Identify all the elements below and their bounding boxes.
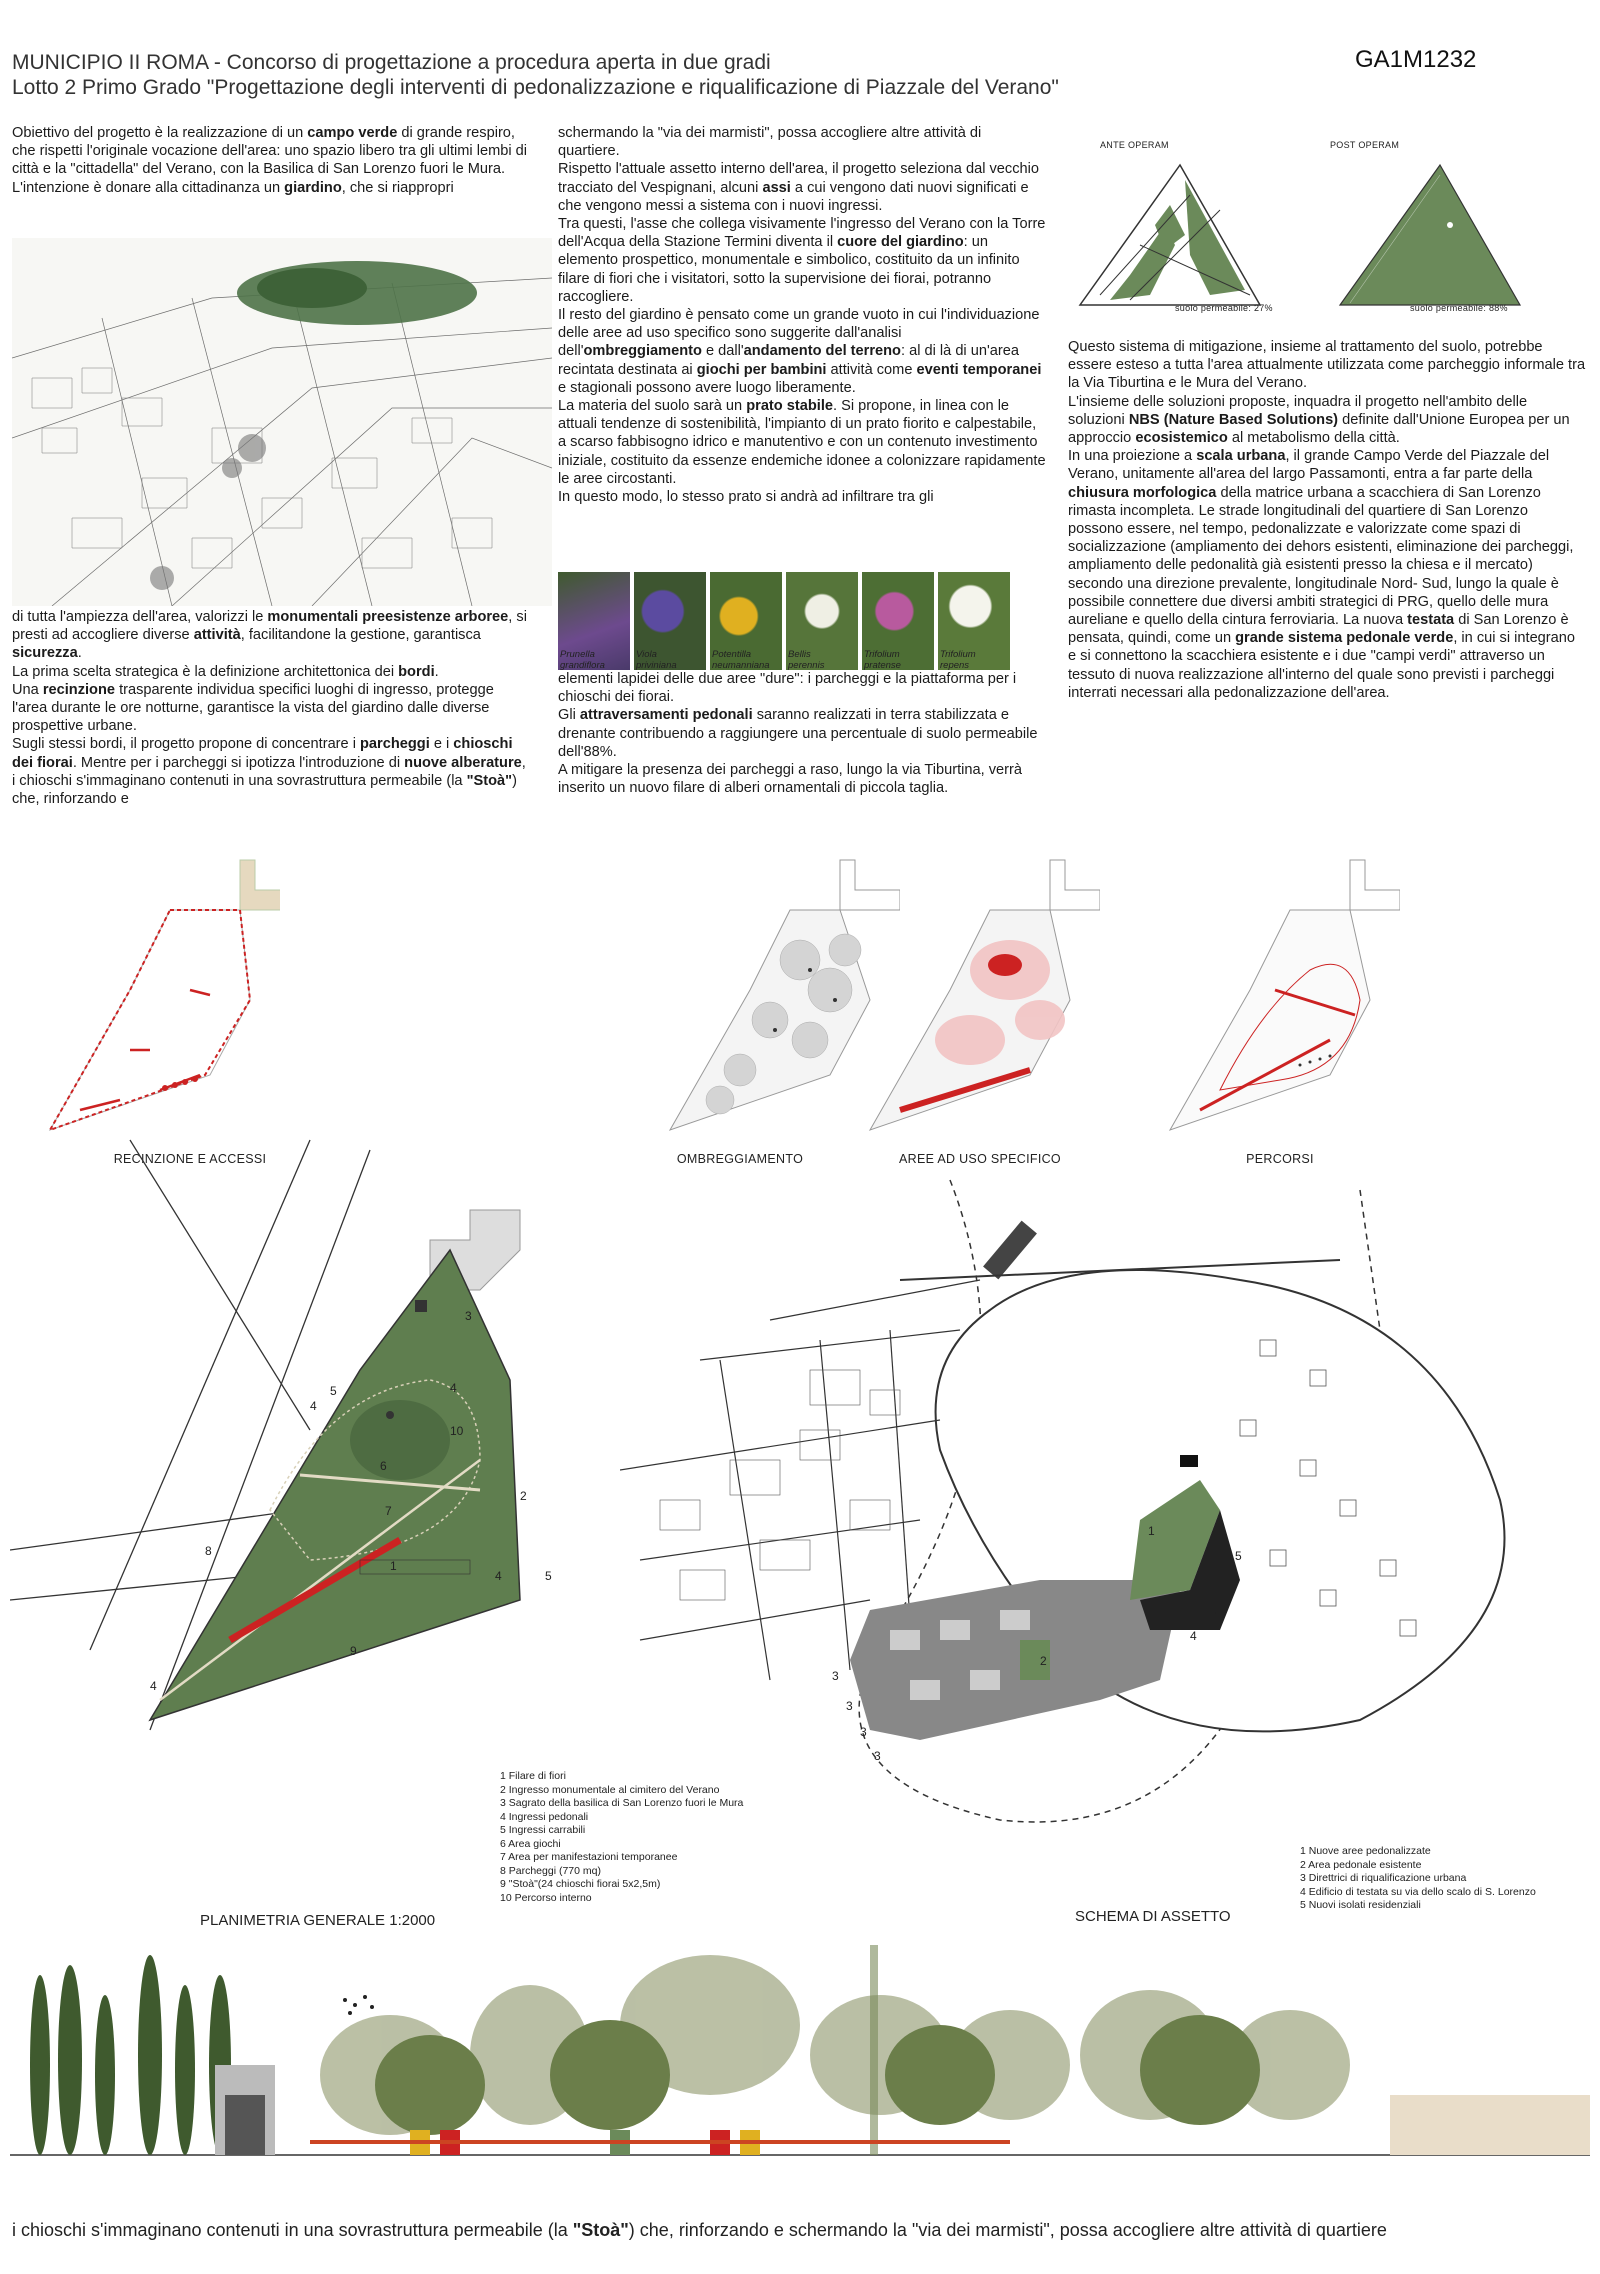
flower-name: Prunella: [560, 649, 595, 660]
plan-title: PLANIMETRIA GENERALE 1:2000: [200, 1912, 436, 1929]
svg-text:5: 5: [545, 1569, 552, 1583]
flower-name: Bellis: [788, 649, 811, 660]
text-column-3: Questo sistema di mitigazione, insieme al trattamento del suolo, potrebbe essere esteso a tutta l'area attualmente utilizzata come parcheggio informale tra la Via Tiburtina e le Mura del Verano. L'insieme delle soluzioni proposte, inquadra il progetto nell'ambito delle soluzioni NBS (Nature Based Solutions) definite dall'Unione Europea per un approccio ecosistemico al metabolismo della città. In una proiezione a scala urbana, il grande Campo Verde del Piazzale del Verano, unitamente all'area del largo Passamonti, entra a far parte della chiusura morfologica della matrice urbana a scacchiera di San Lorenzo rimasta incompleta. Le strade longitudinali del quartiere di San Lorenzo possono essere, nel tempo, pedonalizzate e valorizzate come spazi di socializzazione (ampliamento dei dehors esistenti, eliminazione dei parcheggi, ampliamento delle pedonalità già esistenti presso la chiesa e il mercato) secondo una direzione prevalente, longitudinale Nord- Sud, lungo la quale è possibile connettere due diversi ambiti strategici di PRG, quello delle mura aureliane e quello della cintura ferroviaria. La nuova testata di San Lorenzo è pensata, quindi, come un grande sistema pedonale verde, in cui si integrano e si connettono la scacchiera esistente e i due "campi verdi" attraverso un tessuto di nuova realizzazione all'interno del quale sono previsti i parcheggi interrati necessari alla pedonalizzazione dell'area.: [1068, 339, 1586, 701]
flower-name: Trifolium: [864, 649, 900, 660]
post-operam-value: suolo permeabile: 88%: [1410, 303, 1508, 313]
svg-text:4: 4: [495, 1569, 502, 1583]
svg-text:3: 3: [860, 1725, 867, 1739]
diagram-recinzione: [40, 850, 280, 1140]
diagram-percorsi: [1160, 850, 1400, 1140]
svg-text:6: 6: [380, 1459, 387, 1473]
svg-text:4: 4: [1190, 1629, 1197, 1643]
schema-title: SCHEMA DI ASSETTO: [1075, 1908, 1231, 1925]
svg-text:5: 5: [1235, 1549, 1242, 1563]
svg-text:5: 5: [330, 1384, 337, 1398]
section-elevation: [10, 1945, 1590, 2175]
svg-text:1: 1: [390, 1559, 397, 1573]
diagram-label: OMBREGGIAMENTO: [676, 1152, 804, 1166]
svg-text:4: 4: [450, 1381, 457, 1395]
page-subtitle: Lotto 2 Primo Grado "Progettazione degli interventi di pedonalizzazione e riqualificazione di Piazzale del Verano": [12, 76, 1059, 99]
svg-text:1: 1: [1214, 1609, 1221, 1623]
svg-text:2: 2: [1040, 1654, 1047, 1668]
flower-name: Potentilla: [712, 649, 752, 660]
post-operam-label: POST OPERAM: [1330, 140, 1400, 150]
text-column-2-top: schermando la "via dei marmisti", possa accogliere altre attività di quartiere. Rispetto l'attuale assetto interno dell'area, il progetto seleziona dal vecchio tracciato del Vespignani, alcuni assi a cui vengono dati nuovi significati e che vengono messi a sistema con i nuovi ingressi. Tra questi, l'asse che collega visivamente l'ingresso del Verano con la Torre dell'Acqua della Stazione Termini diventa il cuore del giardino: un elemento prospettico, monumentale e simbolico, costituito da un infinito filare di fiori che i visitatori, sotto la supervisione dei fiorai, potranno raccogliere. Il resto del giardino è pensato come un grande vuoto in cui l'individuazione delle aree ad uso specifico sono suggerite dall'analisi dell'ombreggiamento e dall'andamento del terreno: al di là di un'area recintata destinata ai giochi per bambini attività come eventi temporanei e stagionali possono avere luogo liberamente. La materia del suolo sarà un prato stabile. Si propone, in linea con le attuali tendenze di sostenibilità, l'impianto di un prato fiorito e calpestabile, a scarso fabbisogno idrico e manutentivo e con un contenuto investimento iniziale, costituito da essenze endemiche idonee a colonizzare rapidamente le aree circostanti. In questo modo, lo stesso prato si andrà ad infiltrare tra gli: [558, 125, 1046, 506]
diagram-label: RECINZIONE E ACCESSI: [113, 1152, 267, 1166]
text-column-1-bottom: di tutta l'ampiezza dell'area, valorizzi le monumentali preesistenze arboree, si presti ad accogliere diverse attività, facilitandone la gestione, garantisca sicurezza. La prima scelta strategica è la definizione architettonica dei bordi. Una recinzione trasparente individua specifici luoghi di ingresso, protegge l'area durante le ore notturne, garantisce la vista del giardino dalle diverse prospettive urbane. Sugli stessi bordi, il progetto propone di concentrare i parcheggi e i chioschi dei fiorai. Mentre per i parcheggi si ipotizza l'introduzione di nuove alberature, i chioschi s'immaginano contenuti in una sovrastruttura permeabile (la "Stoà") che, rinforzando e: [12, 609, 527, 808]
flower-name: Viola: [636, 649, 657, 660]
svg-text:4: 4: [150, 1679, 157, 1693]
svg-text:10: 10: [450, 1424, 464, 1438]
page-title: MUNICIPIO II ROMA - Concorso di progettazione a procedura aperta in due gradi: [12, 51, 771, 74]
schema-legend: 1 Nuove aree pedonalizzate 2 Area pedonale esistente 3 Direttrici di riqualificazione urbana 4 Edificio di testata su via dello scalo di S. Lorenzo 5 Nuovi isolati residenziali: [1300, 1845, 1536, 1911]
ante-operam-value: suolo permeabile: 27%: [1175, 303, 1273, 313]
svg-text:3: 3: [846, 1699, 853, 1713]
diagram-label: AREE AD USO SPECIFICO: [899, 1152, 1061, 1166]
site-plan: [10, 1130, 580, 1750]
svg-text:3: 3: [465, 1309, 472, 1323]
svg-text:9: 9: [350, 1644, 357, 1658]
ante-operam-map: [1070, 155, 1270, 315]
svg-text:7: 7: [385, 1504, 392, 1518]
diagram-label: PERCORSI: [1246, 1152, 1314, 1166]
plan-legend: 1 Filare di fiori 2 Ingresso monumentale al cimitero del Verano 3 Sagrato della basilica di San Lorenzo fuori le Mura 4 Ingressi pedonali 5 Ingressi carrabili 6 Area giochi 7 Area per manifestazioni temporanee 8 Parcheggi (770 mq) 9 "Stoà"(24 chioschi fiorai 5x2,5m) 10 Percorso interno: [500, 1770, 744, 1904]
footer-caption: i chioschi s'immaginano contenuti in una sovrastruttura permeabile (la "Stoà") che, rinforzando e schermando la "via dei marmisti", possa accogliere altre attività di quartiere: [12, 2220, 1387, 2240]
svg-text:4: 4: [310, 1399, 317, 1413]
svg-text:1: 1: [1148, 1524, 1155, 1538]
project-code: GA1M1232: [1355, 46, 1477, 73]
text-column-1-top: Obiettivo del progetto è la realizzazione di un campo verde di grande respiro, che rispetti l'originale vocazione dell'area: uno spazio libero tra gli ultimi lembi di città e la "cittadella" del Verano, con la Basilica di San Lorenzo fuori le Mura. L'intenzione è donare alla cittadinanza un giardino, che si riappropri: [12, 125, 527, 196]
text-column-2-bottom: elementi lapidei delle due aree "dure": i parcheggi e la piattaforma per i chioschi dei fiorai. Gli attraversamenti pedonali saranno realizzati in terra stabilizzata e drenante contribuendo a raggiungere una percentuale di suolo permeabile dell'88%. A mitigare la presenza dei parcheggi a raso, lungo la via Tiburtina, verrà inserito un nuovo filare di alberi ornamentali di piccola taglia.: [558, 671, 1038, 797]
svg-text:8: 8: [205, 1544, 212, 1558]
aerial-sketch: [12, 238, 552, 606]
urban-schema: [620, 1160, 1600, 1880]
post-operam-map: [1330, 155, 1530, 315]
ante-operam-label: ANTE OPERAM: [1100, 140, 1169, 150]
svg-text:3: 3: [832, 1669, 839, 1683]
svg-text:2: 2: [520, 1489, 527, 1503]
flower-name: Trifolium: [940, 649, 976, 660]
diagram-aree-uso: [860, 850, 1100, 1140]
svg-text:3: 3: [874, 1749, 881, 1763]
